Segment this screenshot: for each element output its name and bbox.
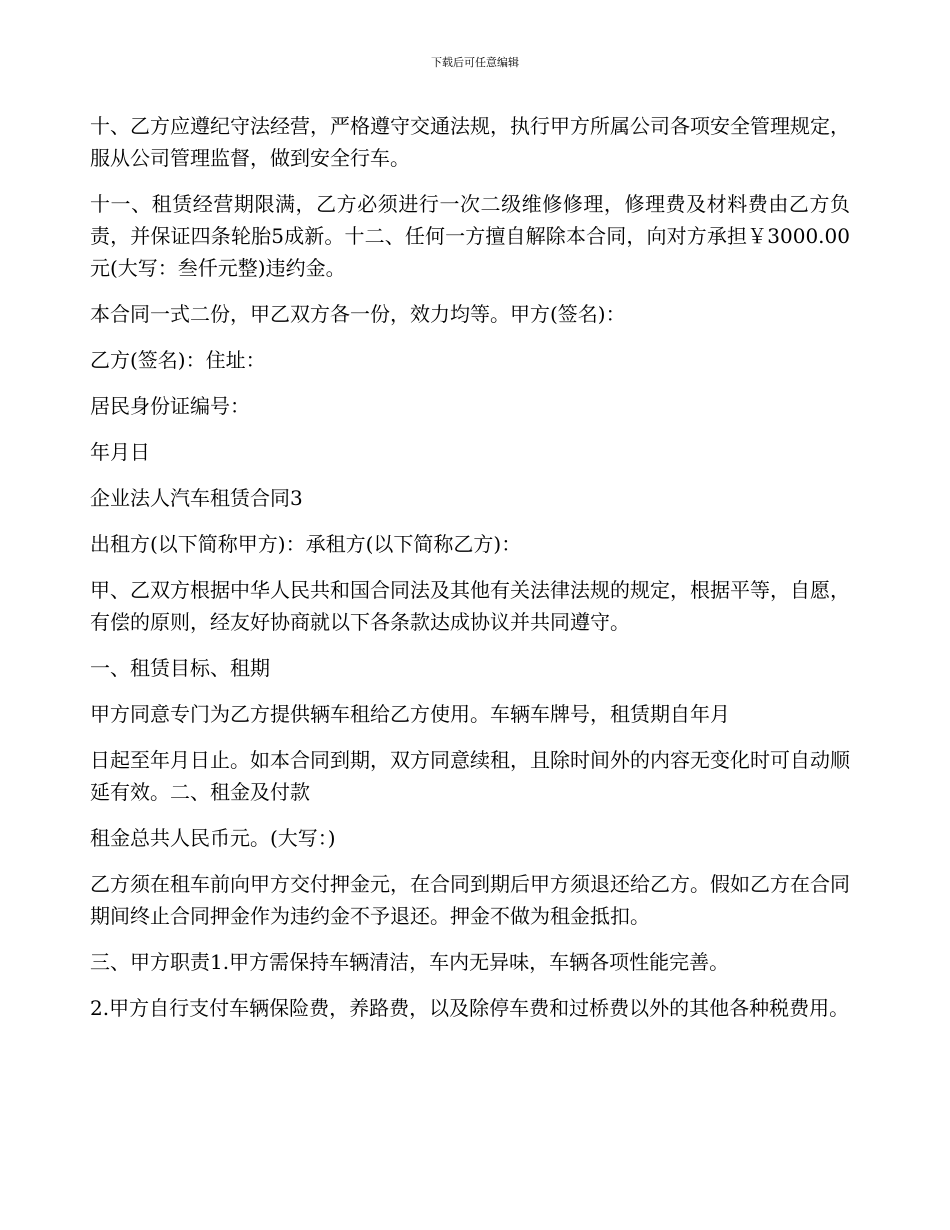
id-number-line: 居民身份证编号： <box>90 394 250 418</box>
page-header-note: 下载后可任意编辑 <box>431 56 519 69</box>
parties-line: 出租方(以下简称甲方)：承租方(以下简称乙方)： <box>90 532 522 556</box>
signature-party-b-address: 乙方(签名)：住址： <box>90 348 266 372</box>
section-3-item-1: 三、甲方职责1.甲方需保持车辆清洁，车内无异味，车辆各项性能完善。 <box>90 950 730 974</box>
deposit-clause: 乙方须在租车前向甲方交付押金元，在合同到期后甲方须退还给乙方。假如乙方在合同期间终止合同押金作为违约金不予退还。押金不做为租金抵扣。 <box>90 872 850 928</box>
section-1-heading: 一、租赁目标、租期 <box>90 656 270 680</box>
rent-total: 租金总共人民币元。(大写：) <box>90 826 336 850</box>
contract-title: 企业法人汽车租赁合同3 <box>90 486 303 510</box>
date-line: 年月日 <box>90 440 150 464</box>
preamble: 甲、乙双方根据中华人民共和国合同法及其他有关法律法规的规定，根据平等，自愿，有偿的原则，经友好协商就以下各条款达成协议并共同遵守。 <box>90 578 850 634</box>
clause-11-12: 十一、租赁经营期限满，乙方必须进行一次二级维修修理，修理费及材料费由乙方负责，并保证四条轮胎5成新。十二、任何一方擅自解除本合同，向对方承担￥3000.00元(大写：叁仟元整)违约金。 <box>90 192 850 280</box>
copies-signature-party-a: 本合同一式二份，甲乙双方各一份，效力均等。甲方(签名)： <box>90 302 626 326</box>
document-body <box>90 110 850 1038</box>
clause-10: 十、乙方应遵纪守法经营，严格遵守交通法规，执行甲方所属公司各项安全管理规定，服从公司管理监督，做到安全行车。 <box>90 114 850 170</box>
section-1-vehicle: 甲方同意专门为乙方提供辆车租给乙方使用。车辆车牌号，租赁期自年月 <box>90 702 730 726</box>
section-3-item-2: 2.甲方自行支付车辆保险费，养路费，以及除停车费和过桥费以外的其他各种税费用。 <box>90 996 850 1020</box>
section-1-term-section-2: 日起至年月日止。如本合同到期，双方同意续租，且除时间外的内容无变化时可自动顺延有效。二、租金及付款 <box>90 748 850 804</box>
